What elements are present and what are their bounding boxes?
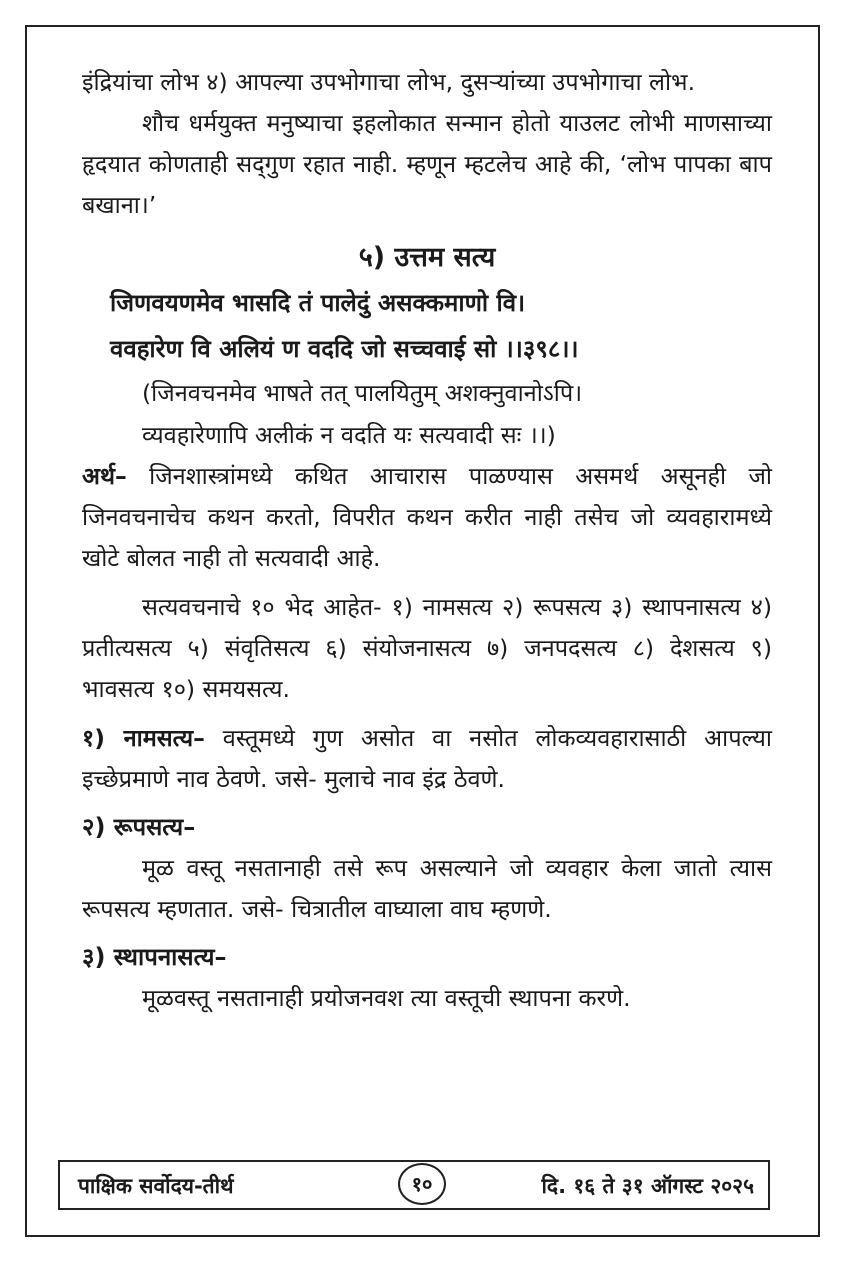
section-heading-uttam-satya: ५) उत्तम सत्य [358,242,496,273]
artha-label: अर्थ– [82,462,127,490]
verse-sanskrit-line-1: (जिनवचनमेव भाषते तत् पालयितुम् अशक्नुवानोऽपि। [142,379,583,407]
verse-sanskrit-line-2: व्यवहारेणापि अलीकं न वदति यः सत्यवादी सः ।।) [142,421,556,449]
sthapanasatya-label: ३) स्थापनासत्य– [82,943,227,971]
footer-publication-title: पाक्षिक सर्वोदय-तीर्थ [78,1174,234,1198]
paragraph-satya-bheda: सत्यवचनाचे १० भेद आहेत- १) नामसत्य २) रूपसत्य ३) स्थापनासत्य ४) प्रतीत्यसत्य ५) संवृतिसत्य ६) संयोजनासत्य ७) जनपदसत्य ८) देशसत्य ९) भावसत्य १०) समयसत्य. [82,593,772,703]
page-content [82,62,772,1019]
footer-date: दि. १६ ते ३१ ऑगस्ट २०२५ [541,1174,754,1198]
paragraph-lobh-types: इंद्रियांचा लोभ ४) आपल्या उपभोगाचा लोभ, दुसऱ्यांच्या उपभोगाचा लोभ. [82,68,696,96]
artha-text: जिनशास्त्रांमध्ये कथित आचारास पाळण्यास असमर्थ असूनही जो जिनवचनाचेच कथन करतो, विपरीत कथन करीत नाही तसेच जो व्यवहारामध्ये खोटे बोलत नाही तो सत्यवादी आहे. [82,462,772,572]
namasatya-text: वस्तूमध्ये गुण असोत वा नसोत लोकव्यवहारासाठी आपल्या इच्छेप्रमाणे नाव ठेवणे. जसे- मुलाचे नाव इंद्र ठेवणे. [82,724,772,793]
paragraph-rupasatya: मूळ वस्तू नसतानाही तसे रूप असल्याने जो व्यवहार केला जातो त्यास रूपसत्य म्हणतात. जसे- चित्रातील वाघ्याला वाघ म्हणणे. [82,854,772,923]
rupasatya-label: २) रूपसत्य– [82,813,196,841]
verse-line-2: ववहारेण वि अलियं ण वददि जो सच्चवाई सो ।।३९८।। [110,335,579,363]
footer-page-number: १० [398,1163,446,1205]
paragraph-artha [82,456,772,579]
page-footer [58,1160,770,1210]
paragraph-namasatya [82,718,772,800]
paragraph-sthapanasatya: मूळवस्तू नसतानाही प्रयोजनवश त्या वस्तूची स्थापना करणे. [142,984,631,1012]
paragraph-shauch: शौच धर्मयुक्त मनुष्याचा इहलोकात सन्मान होतो याउलट लोभी माणसाच्या हृदयात कोणताही सद्‌गुण रहात नाही. म्हणून म्हटलेच आहे की, ‘लोभ पापका बाप बखाना।’ [82,109,772,219]
namasatya-label: १) नामसत्य– [82,724,205,752]
verse-line-1: जिणवयणमेव भासदि तं पालेदुं असक्कमाणो वि। [110,289,526,317]
